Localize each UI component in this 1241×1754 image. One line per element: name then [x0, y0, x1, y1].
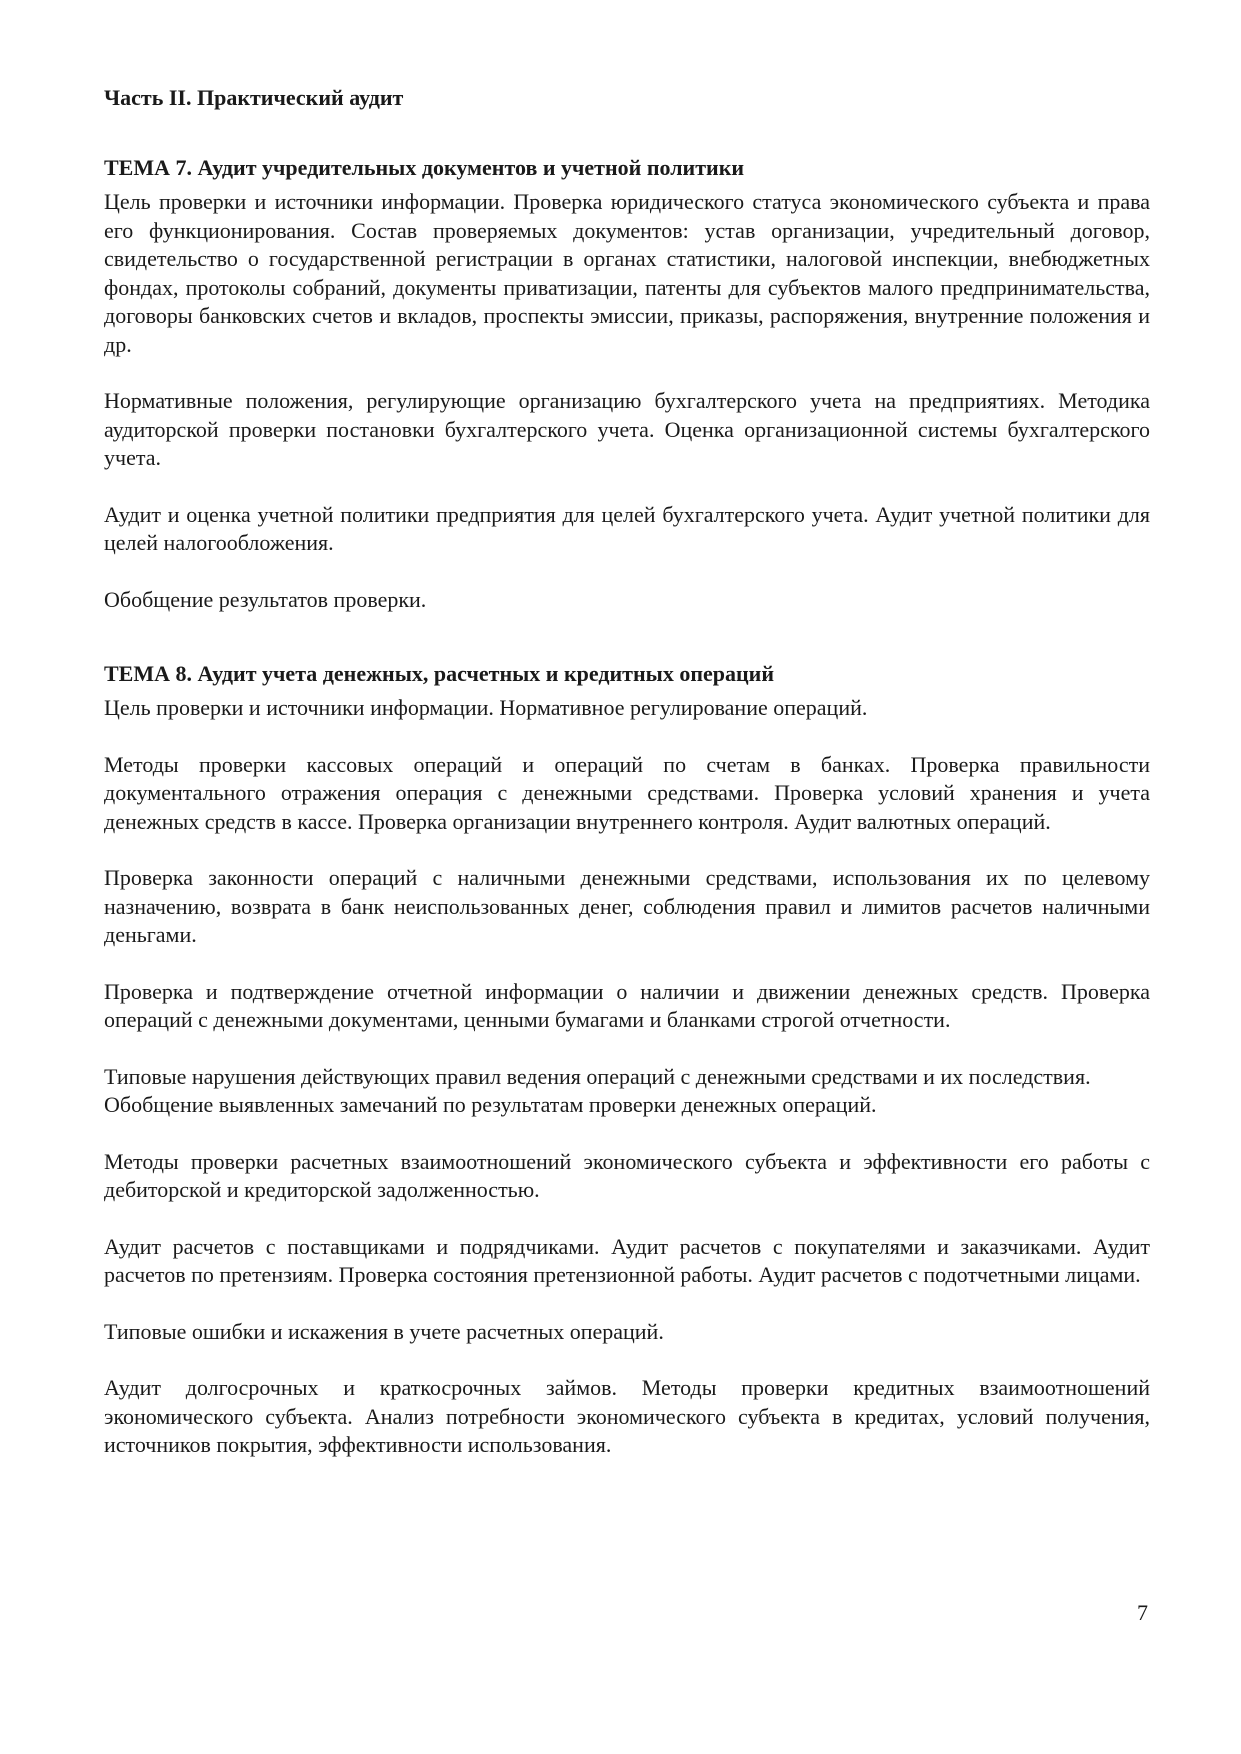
topic-8-section	[104, 660, 1150, 1460]
topic-8-paragraph: Цель проверки и источники информации. Нормативное регулирование операций.	[104, 695, 868, 720]
topic-8-paragraph: Методы проверки кассовых операций и операций по счетам в банках. Проверка правильности документального отражения операция с денежными средствами. Проверка условий хранения и учета денежных средств в кассе. Проверка организации внутреннего контроля. Аудит валютных операций.	[104, 751, 1150, 834]
topic-8-title: ТЕМА 8. Аудит учета денежных, расчетных и кредитных операций	[104, 661, 775, 686]
topic-7-paragraph: Обобщение результатов проверки.	[104, 586, 427, 612]
topic-7-paragraph: Аудит и оценка учетной политики предприятия для целей бухгалтерского учета. Аудит учетной политики для целей налогообложения.	[104, 501, 1150, 555]
topic-7-paragraph: Нормативные положения, регулирующие организацию бухгалтерского учета на предприятиях. Методика аудиторской проверки постановки бухгалтерского учета. Оценка организационной системы бухгалтерского учета.	[104, 388, 1150, 470]
page-number: 7	[1137, 1600, 1148, 1625]
topic-8-paragraph: Типовые ошибки и искажения в учете расчетных операций.	[104, 1318, 664, 1344]
topic-8-paragraph: Аудит долгосрочных и краткосрочных займов. Методы проверки кредитных взаимоотношений экономического субъекта. Анализ потребности экономического субъекта в кредитах, условий получения, источников покрытия, эффективности использования.	[104, 1375, 1150, 1457]
document-page	[104, 84, 1150, 1460]
topic-7-title: ТЕМА 7. Аудит учредительных документов и учетной политики	[104, 155, 745, 180]
part-title: Часть II. Практический аудит	[104, 85, 404, 110]
topic-8-paragraph: Проверка законности операций с наличными денежными средствами, использования их по целевому назначению, возврата в банк неиспользованных денег, соблюдения правил и лимитов расчетов наличными деньгами.	[104, 865, 1150, 947]
topic-8-paragraph: Аудит расчетов с поставщиками и подрядчиками. Аудит расчетов с покупателями и заказчиками. Аудит расчетов по претензиям. Проверка состояния претензионной работы. Аудит расчетов с подотчетными лицами.	[104, 1233, 1150, 1287]
topic-8-paragraph: Типовые нарушения действующих правил ведения операций с денежными средствами и их последствия.	[104, 1063, 1091, 1089]
topic-8-paragraph: Методы проверки расчетных взаимоотношений экономического субъекта и эффективности его работы с дебиторской и кредиторской задолженностью.	[104, 1148, 1150, 1202]
topic-8-paragraph: Проверка и подтверждение отчетной информации о наличии и движении денежных средств. Проверка операций с денежными документами, ценными бумагами и бланками строгой отчетности.	[104, 978, 1150, 1032]
topic-7-section	[104, 154, 1150, 614]
topic-8-paragraph: Обобщение выявленных замечаний по результатам проверки денежных операций.	[104, 1092, 877, 1117]
topic-7-paragraph: Цель проверки и источники информации. Проверка юридического статуса экономического субъекта и права его функционирования. Состав проверяемых документов: устав организации, учредительный договор, свидетельство о государственной регистрации в органах статистики, налоговой инспекции, внебюджетных фондах, протоколы собраний, документы приватизации, патенты для субъектов малого предпринимательства, договоры банковских счетов и вкладов, проспекты эмиссии, приказы, распоряжения, внутренние положения и др.	[104, 189, 1150, 357]
